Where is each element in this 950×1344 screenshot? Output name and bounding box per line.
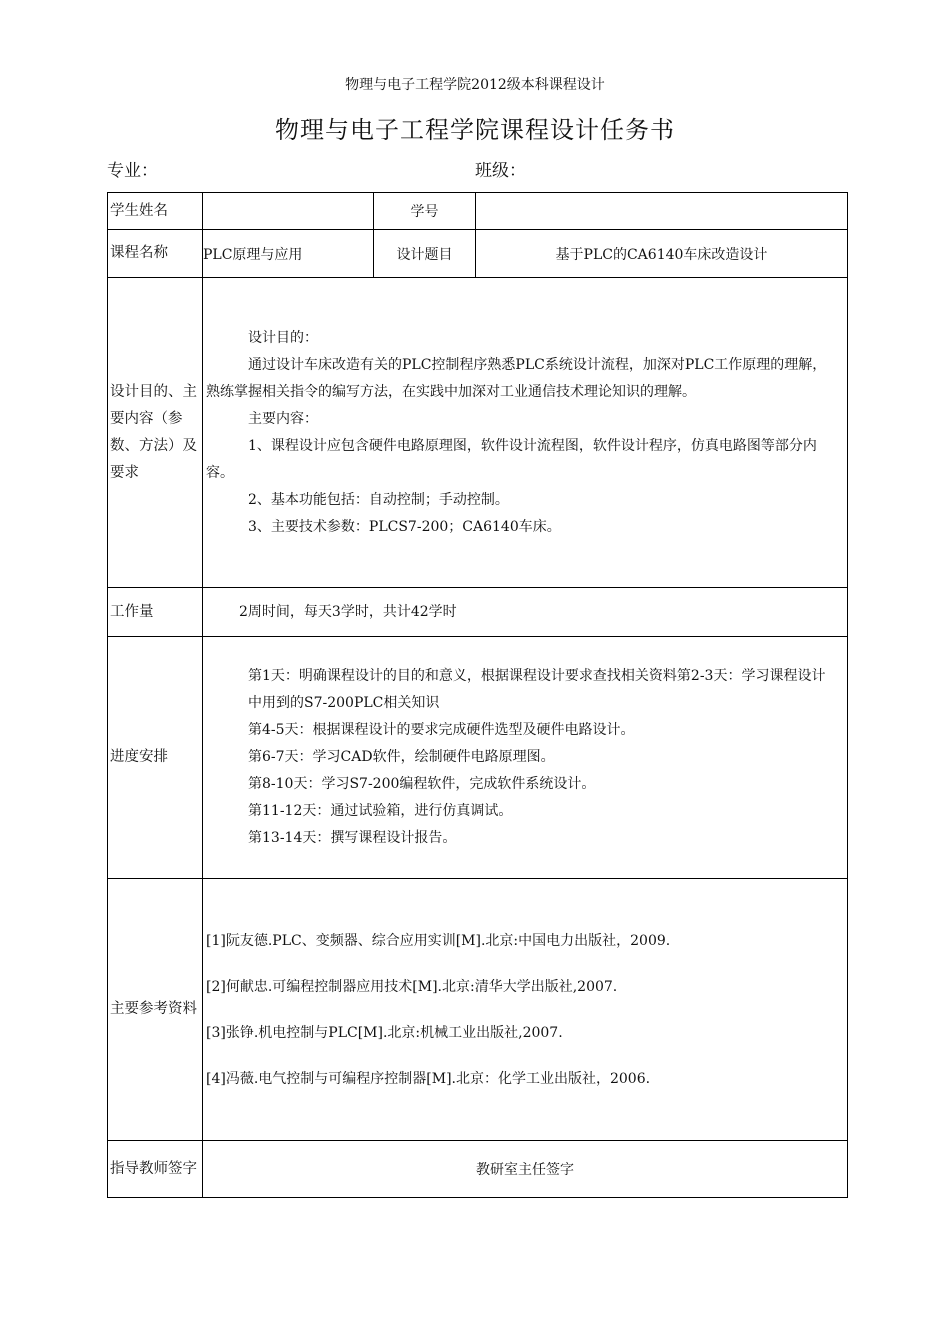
content-item-2: 2、基本功能包括：自动控制；手动控制。 bbox=[248, 491, 509, 508]
student-name-label: 学生姓名 bbox=[108, 193, 203, 230]
topic-value: 基于PLC的CA6140车床改造设计 bbox=[476, 230, 848, 278]
schedule-item: 第6-7天：学习CAD软件，绘制硬件电路原理图。 bbox=[248, 749, 555, 765]
content-item-1: 1、课程设计应包含硬件电路原理图，软件设计流程图，软件设计程序，仿真电路图等部分内容。 bbox=[206, 437, 817, 481]
topic-label: 设计题目 bbox=[374, 230, 476, 278]
schedule-item: 第1天：明确课程设计的目的和意义，根据课程设计要求查找相关资料第2-3天：学习课程设计中用到的S7-200PLC相关知识 bbox=[248, 668, 826, 711]
schedule-item: 第13-14天：撰写课程设计报告。 bbox=[248, 830, 457, 846]
schedule-item: 第11-12天：通过试验箱，进行仿真调试。 bbox=[248, 803, 513, 819]
row-student bbox=[108, 193, 848, 230]
reference-item: [2]何献忠.可编程控制器应用技术[M].北京:清华大学出版社,2007. bbox=[206, 978, 618, 995]
row-workload bbox=[108, 588, 848, 637]
course-name-label: 课程名称 bbox=[108, 230, 203, 278]
references-content bbox=[203, 879, 848, 1141]
class-field: 班级： bbox=[475, 161, 526, 181]
document-title: 物理与电子工程学院课程设计任务书 bbox=[275, 116, 675, 144]
purpose-content bbox=[203, 278, 848, 588]
student-name-value[interactable] bbox=[203, 193, 374, 230]
advisor-signature-label: 指导教师签字 bbox=[108, 1141, 203, 1198]
task-table bbox=[107, 192, 848, 1198]
header-note: 物理与电子工程学院2012级本科课程设计 bbox=[345, 77, 605, 93]
row-schedule bbox=[108, 637, 848, 879]
row-course bbox=[108, 230, 848, 278]
student-id-label: 学号 bbox=[374, 193, 476, 230]
major-field: 专业： bbox=[107, 161, 158, 181]
row-references bbox=[108, 879, 848, 1141]
reference-item: [1]阮友德.PLC、变频器、综合应用实训[M].北京:中国电力出版社，2009. bbox=[206, 932, 671, 949]
reference-item: [4]冯薇.电气控制与可编程序控制器[M].北京：化学工业出版社，2006. bbox=[206, 1070, 651, 1087]
purpose-text: 通过设计车床改造有关的PLC控制程序熟悉PLC系统设计流程，加深对PLC工作原理的理解，熟练掌握相关指令的编写方法，在实践中加深对工业通信技术理论知识的理解。 bbox=[206, 356, 827, 400]
purpose-label: 设计目的、主要内容（参数、方法）及要求 bbox=[108, 278, 203, 588]
reference-item: [3]张铮.机电控制与PLC[M].北京:机械工业出版社,2007. bbox=[206, 1024, 563, 1041]
workload-label: 工作量 bbox=[108, 588, 203, 637]
content-item-3: 3、主要技术参数：PLCS7-200；CA6140车床。 bbox=[248, 518, 561, 535]
schedule-label: 进度安排 bbox=[108, 637, 203, 879]
director-signature-label: 教研室主任签字 bbox=[203, 1141, 848, 1198]
purpose-heading: 设计目的： bbox=[248, 329, 318, 346]
student-id-value[interactable] bbox=[476, 193, 848, 230]
schedule-item: 第4-5天：根据课程设计的要求完成硬件选型及硬件电路设计。 bbox=[248, 722, 635, 738]
row-signatures bbox=[108, 1141, 848, 1198]
row-purpose bbox=[108, 278, 848, 588]
content-heading: 主要内容： bbox=[248, 410, 318, 427]
schedule-item: 第8-10天：学习S7-200编程软件，完成软件系统设计。 bbox=[248, 776, 596, 792]
references-label: 主要参考资料 bbox=[108, 879, 203, 1141]
workload-value: 2周时间，每天3学时，共计42学时 bbox=[203, 588, 848, 637]
course-name-value: PLC原理与应用 bbox=[203, 230, 374, 278]
schedule-content bbox=[203, 637, 848, 879]
